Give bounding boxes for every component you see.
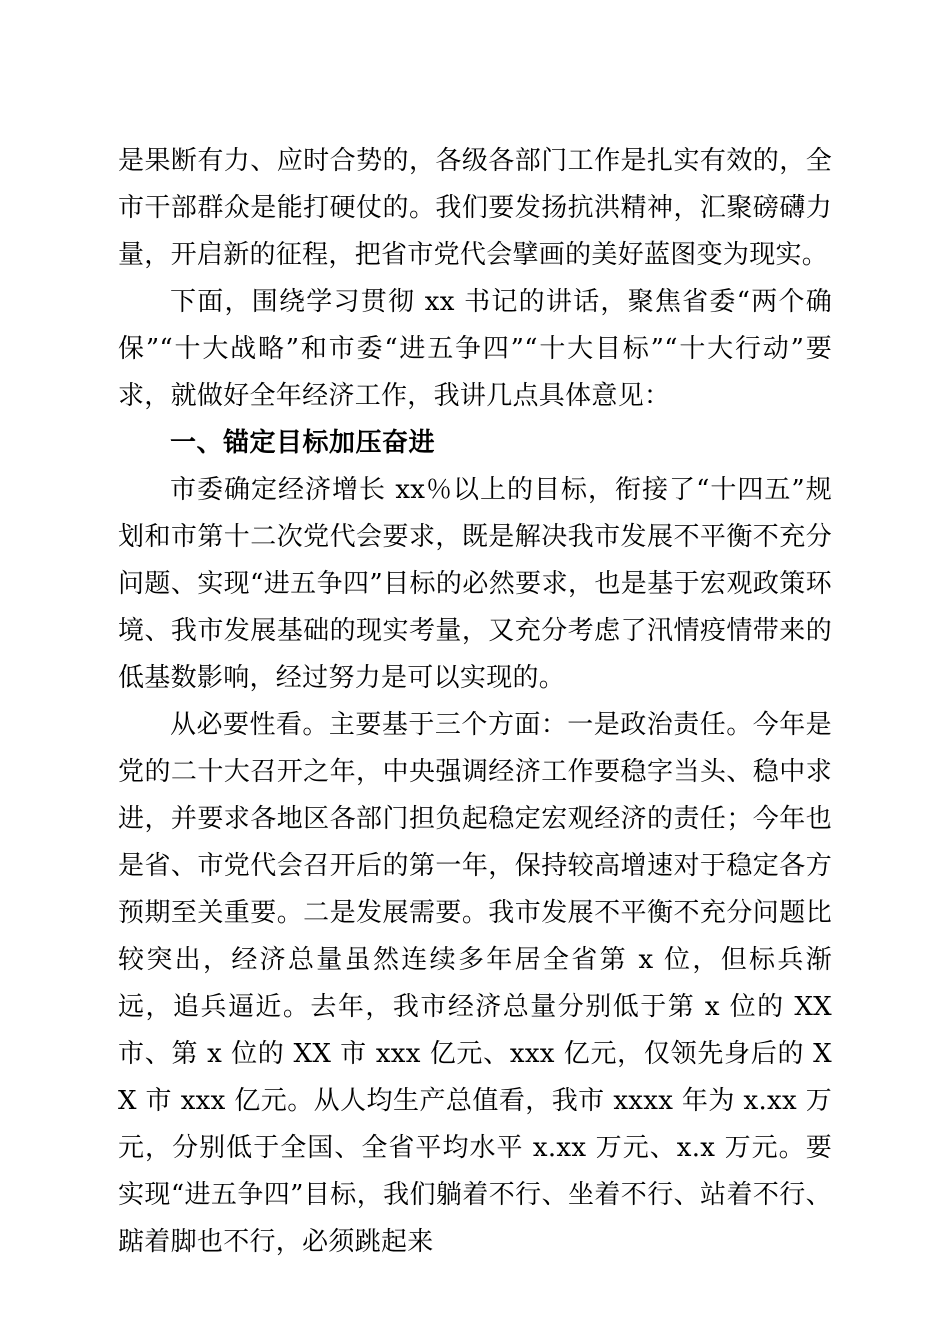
document-body bbox=[118, 138, 832, 1266]
paragraph-intro: 下面，围绕学习贯彻 xx 书记的讲话，聚焦省委“两个确保”“十大战略”和市委“进五争四”“十大目标”“十大行动”要求，就做好全年经济工作，我讲几点具体意见： bbox=[118, 287, 832, 411]
section-heading-1: 一、锚定目标加压奋进 bbox=[170, 428, 436, 458]
paragraph-continuation: 是果断有力、应时合势的，各级各部门工作是扎实有效的，全市干部群众是能打硬仗的。我们要发扬抗洪精神，汇聚磅礴力量，开启新的征程，把省市党代会擘画的美好蓝图变为现实。 bbox=[118, 146, 832, 270]
paragraph-target: 市委确定经济增长 xx％以上的目标，衔接了“十四五”规划和市第十二次党代会要求，既是解决我市发展不平衡不充分问题、实现“进五争四”目标的必然要求，也是基于宏观政策环境、我市发展基础的现实考量，又充分考虑了汛情疫情带来的低基数影响，经过努力是可以实现的。 bbox=[118, 475, 832, 693]
paragraph-necessity: 从必要性看。主要基于三个方面：一是政治责任。今年是党的二十大召开之年，中央强调经济工作要稳字当头、稳中求进，并要求各地区各部门担负起稳定宏观经济的责任；今年也是省、市党代会召开后的第一年，保持较高增速对于稳定各方预期至关重要。二是发展需要。我市发展不平衡不充分问题比较突出，经济总量虽然连续多年居全省第 x 位，但标兵渐远，追兵逼近。去年，我市经济总量分别低于第 x 位的 XX 市、第 x 位的 XX 市 xxx 亿元、xxx 亿元，仅领先身后的 XX 市 xxx 亿元。从人均生产总值看，我市 xxxx 年为 x.xx 万元，分别低于全国、全省平均水平 x.xx 万元、x.x 万元。要实现“进五争四”目标，我们躺着不行、坐着不行、站着不行、踮着脚也不行，必须跳起来 bbox=[118, 710, 832, 1257]
